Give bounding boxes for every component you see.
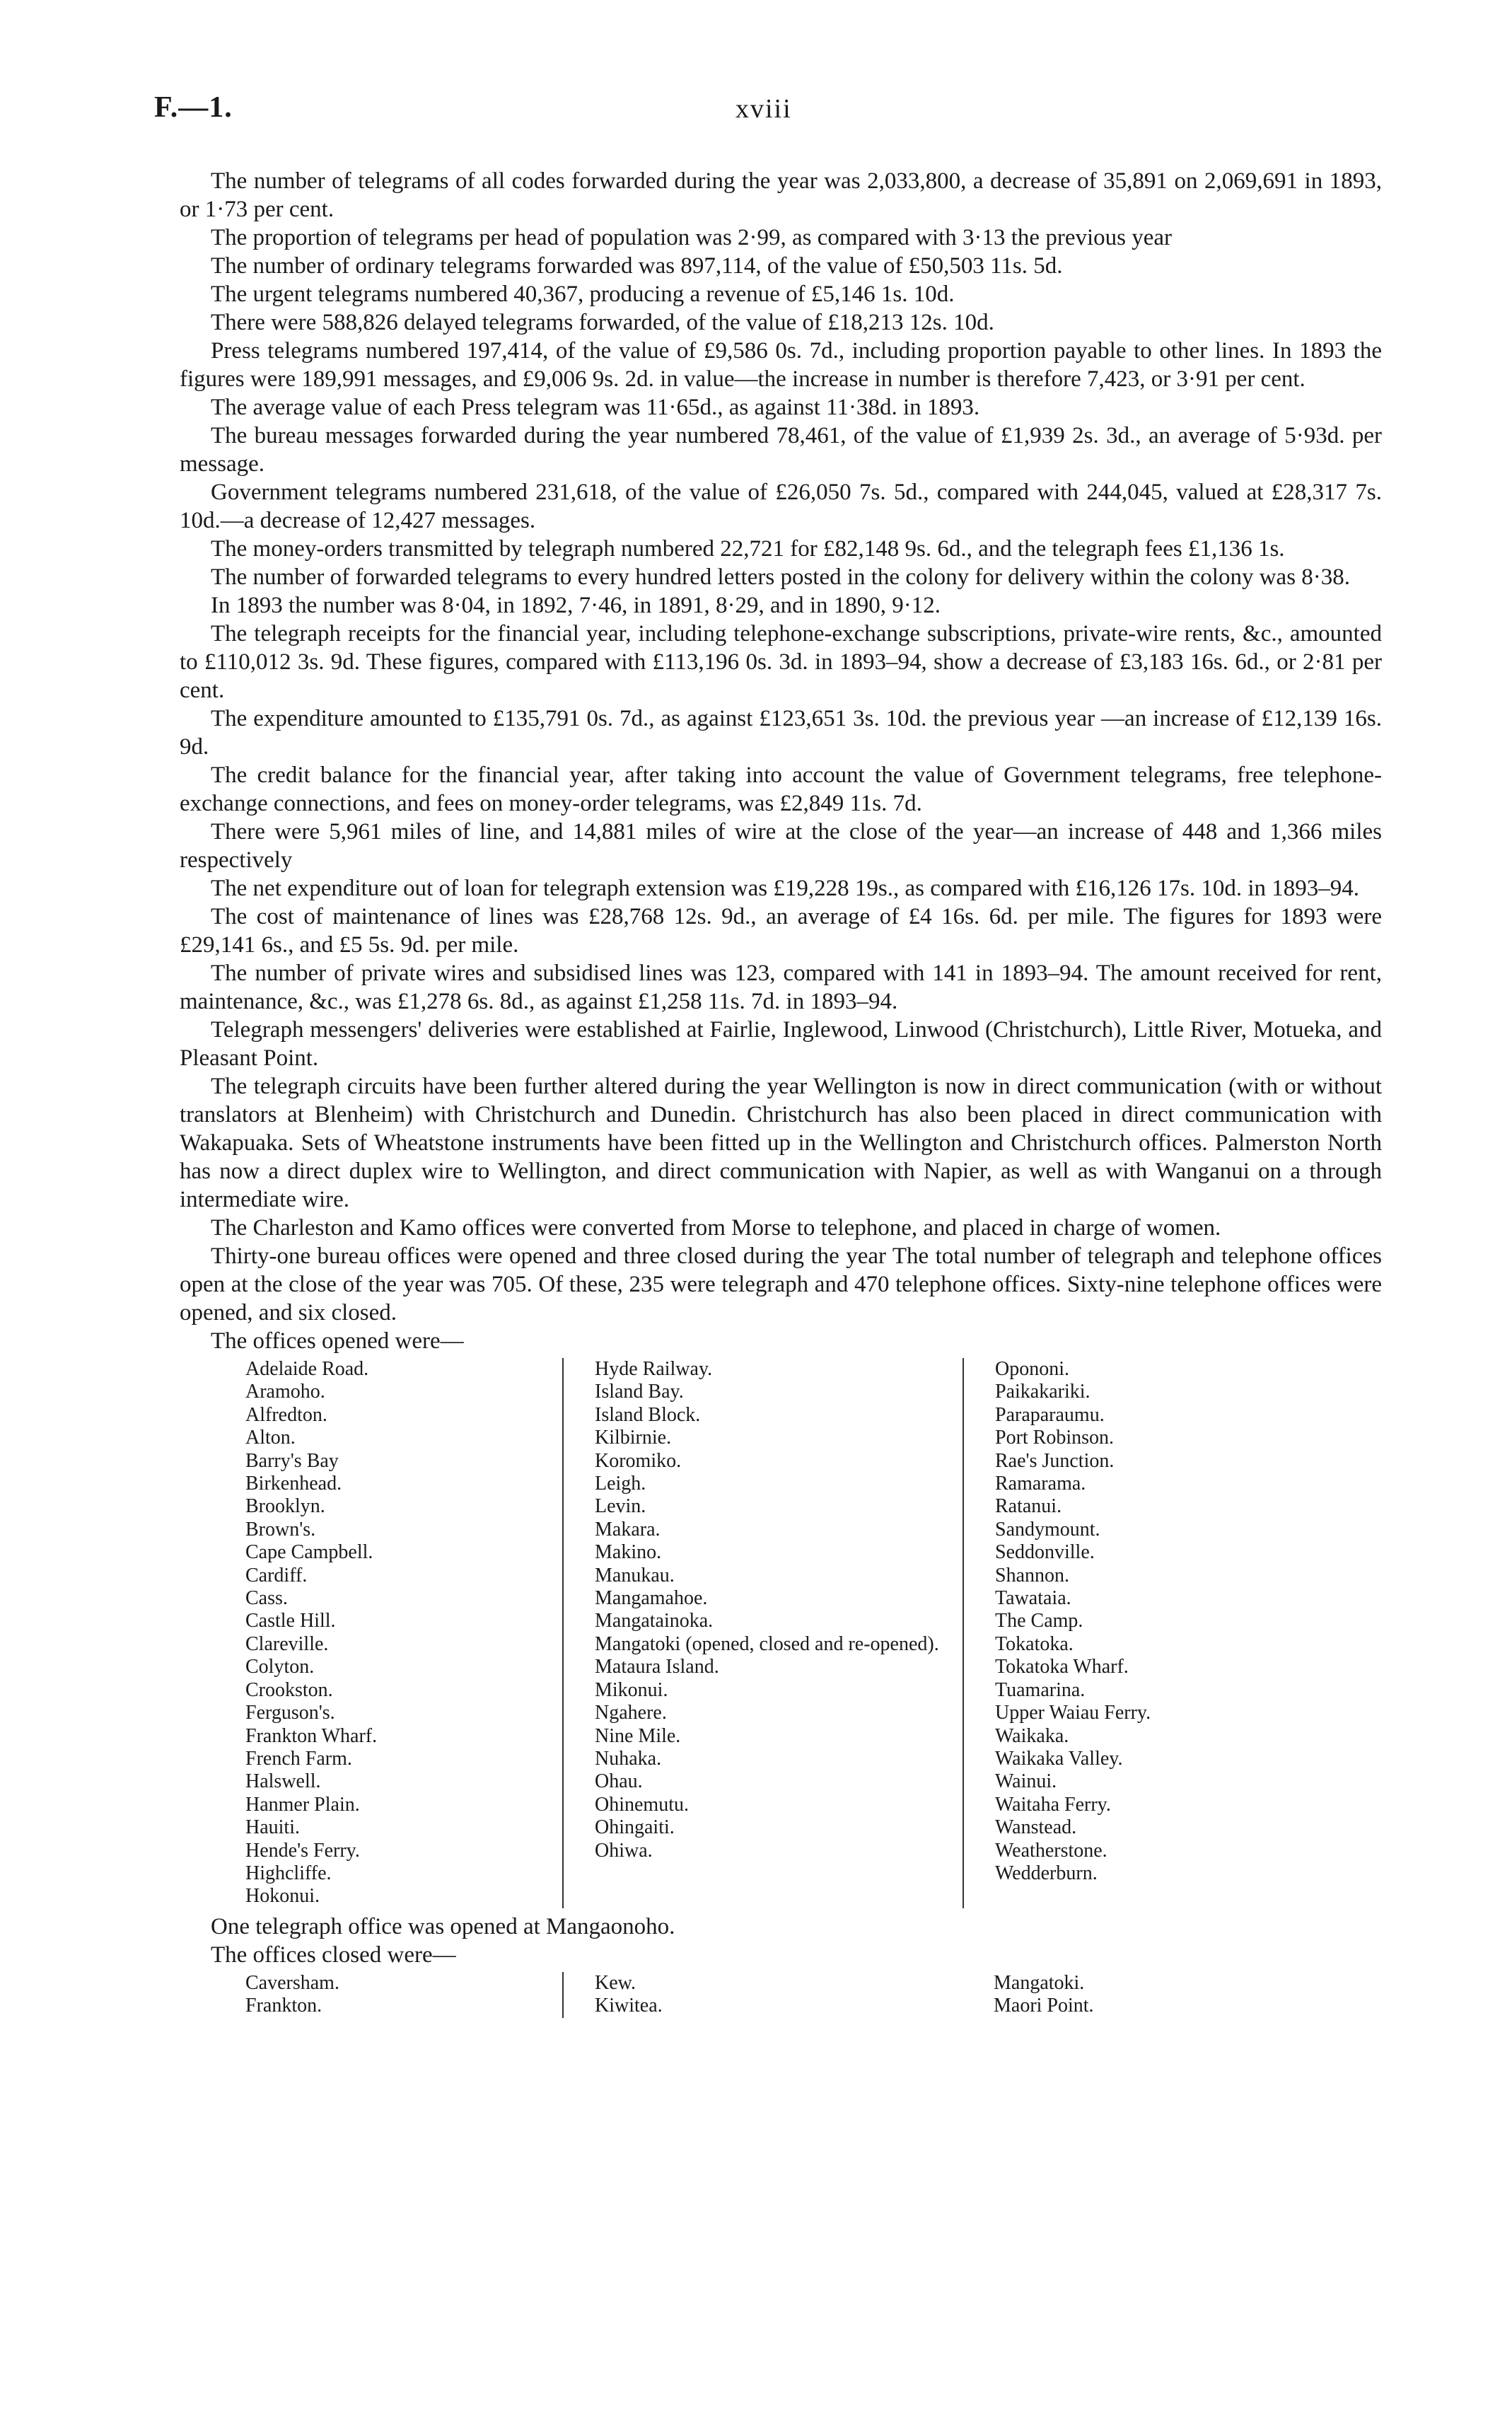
office-name: Waikaka. (995, 1724, 1069, 1747)
office-name: Tokatoka Wharf. (995, 1656, 1129, 1678)
office-name: Ratanui. (995, 1495, 1062, 1518)
office-name: Opononi. (995, 1358, 1069, 1380)
office-name: Ramarama. (995, 1473, 1086, 1495)
paragraph: The bureau messages forwarded during the year numbered 78,461, of the value of £1,939 2s. 3d., an average of 5·93d. per message. (180, 423, 1382, 477)
office-name: Leigh. (595, 1473, 646, 1495)
opened-offices-list (245, 1358, 1382, 1908)
office-name: Nine Mile. (595, 1724, 681, 1747)
office-name: Kiwitea. (595, 1995, 663, 2017)
office-name: Ohiwa. (595, 1839, 653, 1862)
office-name: Brown's. (245, 1518, 316, 1541)
office-name: Hauiti. (245, 1816, 300, 1839)
office-name: Ohinemutu. (595, 1793, 689, 1816)
office-name: Tuamarina. (995, 1678, 1086, 1701)
office-name: Colyton. (245, 1656, 315, 1678)
office-name: Mangatoki (opened, closed and re-opened). (595, 1632, 939, 1655)
office-name: Seddonville. (995, 1541, 1095, 1564)
office-name: Ohau. (595, 1770, 643, 1793)
office-name: Hokonui. (245, 1885, 320, 1908)
paragraph: Thirty-one bureau offices were opened and three closed during the year The total number of telegraph and telephone offices open at the close of the year was 705. Of these, 235 were telegraph and 470 telephone offices. Sixty-nine telephone offices were opened, and six closed. (180, 1243, 1382, 1325)
office-name: Island Block. (595, 1403, 701, 1426)
office-name: Kilbirnie. (595, 1427, 672, 1449)
office-name: Alton. (245, 1427, 296, 1449)
office-name: Crookston. (245, 1678, 333, 1701)
paragraph: The telegraph receipts for the financial year, including telephone-exchange subscriptions, private-wire rents, &c., amounted to £110,012 3s. 9d. These figures, compared with £113,196 0s. 3d. in 1893–94, show a decrease of £3,183 16s. 6d., or 2·81 per cent. (180, 621, 1382, 703)
office-name: Tokatoka. (995, 1632, 1074, 1655)
office-name: Nuhaka. (595, 1747, 662, 1770)
opened-column-2 (562, 1358, 963, 1908)
telegraph-opened: One telegraph office was opened at Mangaonoho. (211, 1913, 675, 1939)
office-name: Rae's Junction. (995, 1449, 1115, 1472)
office-name: Levin. (595, 1495, 646, 1518)
office-name: Mangatoki. (994, 1971, 1085, 1994)
office-name: Frankton Wharf. (245, 1724, 378, 1747)
office-name: Adelaide Road. (245, 1358, 369, 1380)
paragraph: The number of forwarded telegrams to every hundred letters posted in the colony for delivery within the colony was 8·38. (211, 564, 1351, 590)
office-name: Aramoho. (245, 1381, 325, 1403)
paragraph: There were 588,826 delayed telegrams forwarded, of the value of £18,213 12s. 10d. (211, 310, 994, 335)
office-name: Makara. (595, 1518, 661, 1541)
paragraph: There were 5,961 miles of line, and 14,881 miles of wire at the close of the year—an increase of 448 and 1,366 miles respectively (180, 819, 1382, 873)
office-name: Alfredton. (245, 1403, 327, 1426)
office-name: Clareville. (245, 1632, 329, 1655)
office-name: Highcliffe. (245, 1862, 332, 1884)
paragraph: The telegraph circuits have been further altered during the year Wellington is now in direct communication (with or without translators at Blenheim) with Christchurch and Dunedin. Christchurch has also been placed in direct communication with Wakapuaka. Sets of Wheatstone instruments have been fitted up in the Wellington and Christchurch offices. Palmerston North has now a direct duplex wire to Wellington, and direct communication with Napier, as well as with Wanganui on a through intermediate wire. (180, 1074, 1382, 1212)
office-name: Shannon. (995, 1564, 1069, 1586)
office-name: Frankton. (245, 1995, 322, 2017)
office-name: Weatherstone. (995, 1839, 1107, 1862)
closed-intro: The offices closed were— (211, 1942, 456, 1968)
office-name: Mangatainoka. (595, 1610, 714, 1632)
office-name: The Camp. (995, 1610, 1083, 1632)
office-name: Hende's Ferry. (245, 1839, 360, 1862)
office-name: Cass. (245, 1587, 288, 1610)
closed-column-2 (562, 1972, 963, 2018)
office-name: Hanmer Plain. (245, 1793, 360, 1816)
paragraph: The number of telegrams of all codes forwarded during the year was 2,033,800, a decrease of 35,891 on 2,069,691 in 1893, or 1·73 per cent. (180, 168, 1382, 222)
office-name: French Farm. (245, 1747, 352, 1770)
office-name: Mikonui. (595, 1678, 668, 1701)
closed-offices-list (245, 1972, 1382, 2018)
office-name: Wainui. (995, 1770, 1057, 1793)
office-name: Manukau. (595, 1564, 675, 1586)
closed-column-1 (245, 1972, 562, 2018)
opened-column-3 (963, 1358, 1327, 1908)
office-name: Wedderburn. (995, 1862, 1098, 1884)
page-number: xviii (735, 94, 792, 124)
office-name: Maori Point. (994, 1995, 1094, 2017)
document-code: F.—1. (154, 91, 233, 124)
office-name: Brooklyn. (245, 1495, 325, 1518)
office-name: Mataura Island. (595, 1656, 719, 1678)
office-name: Upper Waiau Ferry. (995, 1702, 1151, 1724)
office-name: Halswell. (245, 1770, 321, 1793)
paragraph: The credit balance for the financial year, after taking into account the value of Government telegrams, free telephone-exchange connections, and fees on money-order telegrams, was £2,849 11s. 7d. (180, 762, 1382, 816)
paragraph: The net expenditure out of loan for telegraph extension was £19,228 19s., as compared with £16,126 17s. 10d. in 1893–94. (211, 876, 1360, 901)
closed-column-3 (963, 1972, 1326, 2018)
paragraph: The average value of each Press telegram was 11·65d., as against 11·38d. in 1893. (211, 395, 980, 420)
office-name: Kew. (595, 1971, 636, 1994)
office-name: Sandymount. (995, 1518, 1100, 1541)
office-name: Island Bay. (595, 1381, 684, 1403)
office-name: Waitaha Ferry. (995, 1793, 1111, 1816)
office-name: Port Robinson. (995, 1427, 1115, 1449)
paragraph: The cost of maintenance of lines was £28,768 12s. 9d., an average of £4 16s. 6d. per mile. The figures for 1893 were £29,141 6s., and £5 5s. 9d. per mile. (180, 904, 1382, 958)
office-name: Wanstead. (995, 1816, 1077, 1839)
office-name: Makino. (595, 1541, 662, 1564)
page-header (0, 91, 1512, 133)
office-name: Paikakariki. (995, 1381, 1091, 1403)
office-name: Birkenhead. (245, 1473, 342, 1495)
office-name: Tawataia. (995, 1587, 1071, 1610)
office-name: Paraparaumu. (995, 1403, 1105, 1426)
office-name: Cardiff. (245, 1564, 308, 1586)
paragraph: Government telegrams numbered 231,618, of the value of £26,050 7s. 5d., compared with 244,045, valued at £28,317 7s. 10d.—a decrease of 12,427 messages. (180, 480, 1382, 533)
paragraph: Press telegrams numbered 197,414, of the value of £9,586 0s. 7d., including proportion payable to other lines. In 1893 the figures were 189,991 messages, and £9,006 9s. 2d. in value—the increase in number is therefore 7,423, or 3·91 per cent. (180, 338, 1382, 392)
opened-intro: The offices opened were— (211, 1328, 464, 1354)
paragraph: The money-orders transmitted by telegraph numbered 22,721 for £82,148 9s. 6d., and the telegraph fees £1,136 1s. (211, 536, 1285, 562)
office-name: Ngahere. (595, 1702, 667, 1724)
office-name: Castle Hill. (245, 1610, 336, 1632)
office-name: Hyde Railway. (595, 1358, 713, 1380)
report-body (180, 167, 1382, 2018)
paragraph: The Charleston and Kamo offices were converted from Morse to telephone, and placed in charge of women. (211, 1215, 1221, 1241)
opened-column-1 (245, 1358, 562, 1908)
office-name: Mangamahoe. (595, 1587, 708, 1610)
office-name: Ferguson's. (245, 1702, 335, 1724)
office-name: Waikaka Valley. (995, 1747, 1123, 1770)
paragraph: The number of ordinary telegrams forwarded was 897,114, of the value of £50,503 11s. 5d. (211, 253, 1063, 279)
paragraph: The expenditure amounted to £135,791 0s. 7d., as against £123,651 3s. 10d. the previous year —an increase of £12,139 16s. 9d. (180, 706, 1382, 760)
office-name: Ohingaiti. (595, 1816, 675, 1839)
paragraph: The urgent telegrams numbered 40,367, producing a revenue of £5,146 1s. 10d. (211, 282, 955, 307)
paragraph: Telegraph messengers' deliveries were established at Fairlie, Inglewood, Linwood (Christchurch), Little River, Motueka, and Pleasant Point. (180, 1017, 1382, 1071)
office-name: Koromiko. (595, 1449, 682, 1472)
office-name: Barry's Bay (245, 1449, 339, 1472)
office-name: Cape Campbell. (245, 1541, 373, 1564)
office-name: Caversham. (245, 1971, 339, 1994)
paragraph: The proportion of telegrams per head of population was 2·99, as compared with 3·13 the previous year (211, 225, 1173, 250)
paragraph: In 1893 the number was 8·04, in 1892, 7·46, in 1891, 8·29, and in 1890, 9·12. (211, 593, 941, 618)
paragraph: The number of private wires and subsidised lines was 123, compared with 141 in 1893–94. The amount received for rent, maintenance, &c., was £1,278 6s. 8d., as against £1,258 11s. 7d. in 1893–94. (180, 961, 1382, 1014)
